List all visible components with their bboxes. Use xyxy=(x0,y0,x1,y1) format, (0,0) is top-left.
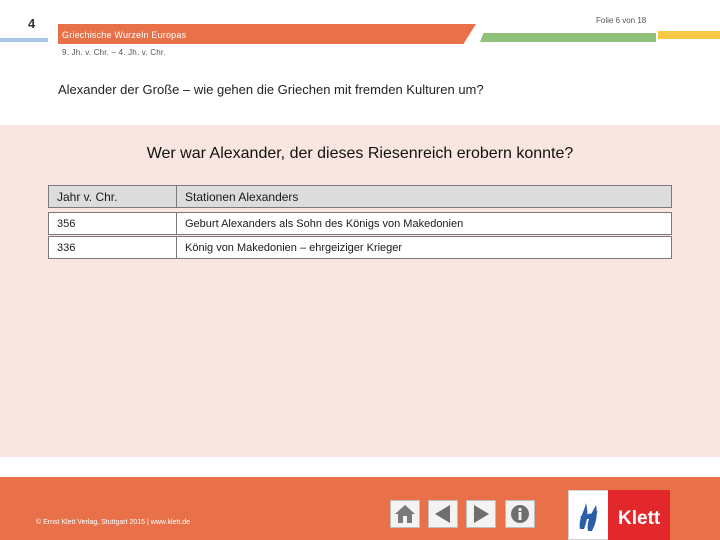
arrow-right-icon xyxy=(469,503,493,525)
table-row xyxy=(48,212,672,235)
main-question: Alexander der Große – wie gehen die Griechen mit fremden Kulturen um? xyxy=(58,82,484,97)
home-button[interactable] xyxy=(390,500,420,528)
date-range: 9. Jh. v. Chr. – 4. Jh. v. Chr. xyxy=(62,48,166,57)
yellow-accent-bar xyxy=(658,31,720,39)
klett-logo-text: Klett xyxy=(618,508,661,529)
previous-slide-button[interactable] xyxy=(428,500,458,528)
info-icon xyxy=(508,503,532,525)
blue-accent-stripe xyxy=(0,38,48,42)
home-icon xyxy=(393,503,417,525)
table-cell-year: 336 xyxy=(49,237,177,258)
chapter-number: 4 xyxy=(28,16,36,31)
slide-counter: Folie 6 von 18 xyxy=(596,16,647,25)
arrow-left-icon xyxy=(431,503,455,525)
table-cell-year: 356 xyxy=(49,213,177,234)
table-cell-station: König von Makedonien – ehrgeiziger Krieger xyxy=(185,241,403,254)
next-slide-button[interactable] xyxy=(466,500,496,528)
table-header-stations: Stationen Alexanders xyxy=(185,189,299,204)
table-header-row xyxy=(48,185,672,208)
green-accent-bar xyxy=(480,33,656,42)
info-button[interactable] xyxy=(505,500,535,528)
klett-clover-icon xyxy=(574,495,606,535)
chapter-title: Griechische Wurzeln Europas xyxy=(62,30,187,40)
table-header-year: Jahr v. Chr. xyxy=(49,186,177,207)
content-panel xyxy=(0,125,720,457)
panel-title: Wer war Alexander, der dieses Riesenreich erobern konnte? xyxy=(146,145,574,162)
copyright-text: © Ernst Klett Verlag, Stuttgart 2015 | www.klett.de xyxy=(36,519,191,526)
table-row xyxy=(48,236,672,259)
table-cell-station: Geburt Alexanders als Sohn des Königs von Makedonien xyxy=(185,217,464,230)
